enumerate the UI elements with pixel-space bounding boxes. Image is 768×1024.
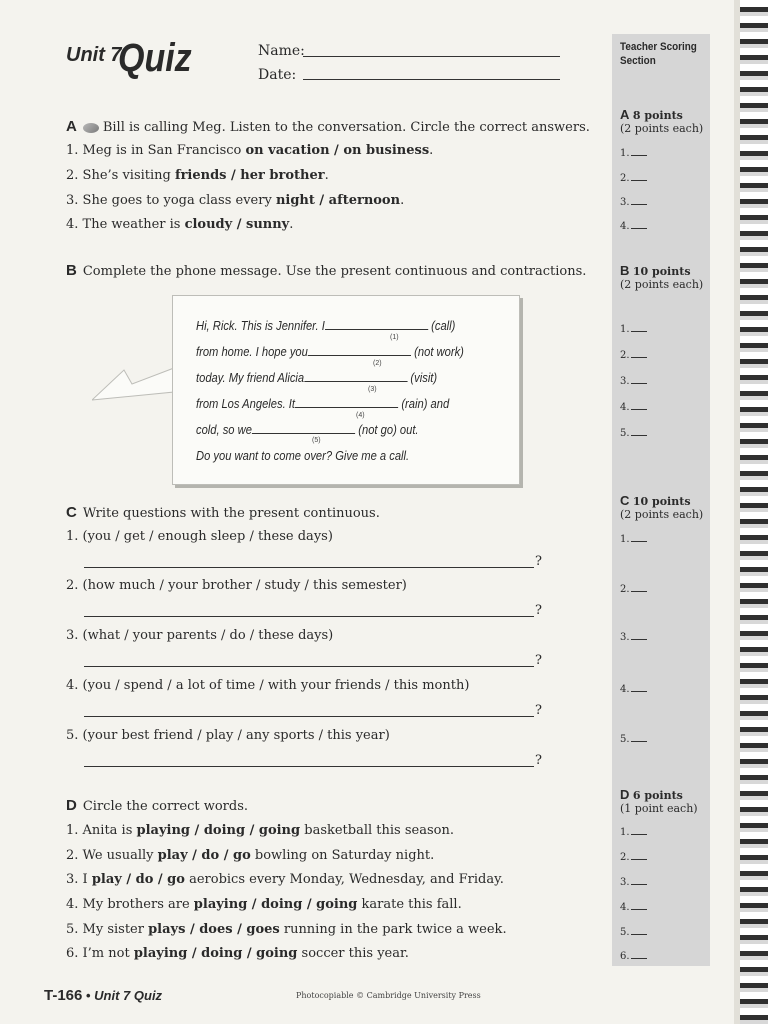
- c-answer-line-3[interactable]: [84, 666, 534, 667]
- score-a-1[interactable]: 1.: [620, 148, 647, 159]
- c-question-2: 2. (how much / your brother / study / this semester): [66, 578, 407, 593]
- a-question-3[interactable]: 3. She goes to yoga class every night / afternoon.: [66, 193, 405, 208]
- score-a-3[interactable]: 3.: [620, 197, 647, 208]
- footer-unit: Unit 7 Quiz: [94, 988, 163, 1003]
- score-b-3[interactable]: 3.: [620, 376, 647, 387]
- c-answer-line-2[interactable]: [84, 616, 534, 617]
- c-question-mark-4: ?: [535, 703, 542, 718]
- quiz-title: Quiz: [118, 36, 192, 80]
- a-question-1[interactable]: 1. Meg is in San Francisco on vacation / on business.: [66, 143, 434, 158]
- score-b-5[interactable]: 5.: [620, 428, 647, 439]
- a-question-4[interactable]: 4. The weather is cloudy / sunny.: [66, 217, 294, 232]
- score-a-4[interactable]: 4.: [620, 221, 647, 232]
- c-question-4: 4. (you / spend / a lot of time / with your friends / this month): [66, 678, 470, 693]
- c-answer-line-1[interactable]: [84, 567, 534, 568]
- scoring-b-header: B 10 points (2 points each): [620, 263, 704, 291]
- section-b-instruction: B Complete the phone message. Use the present continuous and contractions.: [66, 262, 587, 279]
- d-question-5[interactable]: 5. My sister plays / does / goes running in the park twice a week.: [66, 922, 507, 937]
- blank-number-1: (1): [390, 334, 399, 341]
- name-field[interactable]: [303, 56, 560, 57]
- message-line-2: from home. I hope you (not work): [196, 344, 464, 359]
- c-question-mark-5: ?: [535, 753, 542, 768]
- message-line-1: Hi, Rick. This is Jennifer. I (call): [196, 318, 456, 333]
- c-answer-line-5[interactable]: [84, 766, 534, 767]
- footer-bullet: •: [85, 988, 91, 1003]
- copyright-note: Photocopiable © Cambridge University Press: [296, 991, 481, 1000]
- blank-number-5: (5): [312, 437, 321, 444]
- score-b-4[interactable]: 4.: [620, 402, 647, 413]
- d-question-2[interactable]: 2. We usually play / do / go bowling on Saturday night.: [66, 848, 435, 863]
- message-line-4: from Los Angeles. It (rain) and: [196, 396, 450, 411]
- section-c-instruction: C Write questions with the present continuous.: [66, 504, 380, 521]
- c-question-1: 1. (you / get / enough sleep / these days): [66, 529, 333, 544]
- score-a-2[interactable]: 2.: [620, 173, 647, 184]
- c-question-mark-2: ?: [535, 603, 542, 618]
- scoring-a-header: A 8 points (2 points each): [620, 107, 704, 135]
- name-label: Name:: [258, 43, 305, 59]
- unit-label: Unit 7: [66, 44, 122, 66]
- score-c-4[interactable]: 4.: [620, 684, 647, 695]
- date-field[interactable]: [303, 79, 560, 80]
- blank-5[interactable]: [252, 423, 355, 434]
- page-footer: [44, 987, 162, 1004]
- audio-cd-icon: [83, 123, 99, 133]
- blank-number-2: (2): [373, 360, 382, 367]
- c-question-5: 5. (your best friend / play / any sports / this year): [66, 728, 390, 743]
- d-question-6[interactable]: 6. I’m not playing / doing / going soccer this year.: [66, 946, 409, 961]
- d-question-3[interactable]: 3. I play / do / go aerobics every Monday, Wednesday, and Friday.: [66, 872, 504, 887]
- blank-2[interactable]: [308, 345, 411, 356]
- blank-3[interactable]: [304, 371, 407, 382]
- c-question-3: 3. (what / your parents / do / these days): [66, 628, 334, 643]
- scoring-c-header: C 10 points (2 points each): [620, 493, 704, 521]
- c-answer-line-4[interactable]: [84, 716, 534, 717]
- score-c-2[interactable]: 2.: [620, 584, 647, 595]
- score-b-1[interactable]: 1.: [620, 324, 647, 335]
- score-d-6[interactable]: 6.: [620, 951, 647, 962]
- d-question-1[interactable]: 1. Anita is playing / doing / going basketball this season.: [66, 823, 454, 838]
- score-c-3[interactable]: 3.: [620, 632, 647, 643]
- c-question-mark-1: ?: [535, 554, 542, 569]
- score-c-5[interactable]: 5.: [620, 734, 647, 745]
- score-d-4[interactable]: 4.: [620, 902, 647, 913]
- d-question-4[interactable]: 4. My brothers are playing / doing / going karate this fall.: [66, 897, 462, 912]
- scoring-d-header: D 6 points (1 point each): [620, 787, 698, 815]
- message-line-3: today. My friend Alicia (visit): [196, 370, 438, 385]
- score-d-5[interactable]: 5.: [620, 927, 647, 938]
- spiral-binding: [740, 0, 768, 1024]
- a-question-2[interactable]: 2. She’s visiting friends / her brother.: [66, 168, 329, 183]
- score-d-2[interactable]: 2.: [620, 852, 647, 863]
- scoring-title: Teacher Scoring Section: [620, 41, 697, 67]
- score-d-3[interactable]: 3.: [620, 877, 647, 888]
- blank-4[interactable]: [295, 397, 398, 408]
- score-b-2[interactable]: 2.: [620, 350, 647, 361]
- score-d-1[interactable]: 1.: [620, 827, 647, 838]
- score-c-1[interactable]: 1.: [620, 534, 647, 545]
- message-line-5: cold, so we (not go) out.: [196, 422, 419, 437]
- page-number: T-166: [44, 987, 83, 1004]
- blank-number-3: (3): [368, 386, 377, 393]
- c-question-mark-3: ?: [535, 653, 542, 668]
- section-d-instruction: D Circle the correct words.: [66, 797, 249, 814]
- blank-number-4: (4): [356, 412, 365, 419]
- phone-message-tab: [92, 362, 182, 412]
- message-line-6: Do you want to come over? Give me a call.: [196, 448, 410, 463]
- date-label: Date:: [258, 67, 297, 83]
- blank-1[interactable]: [325, 319, 428, 330]
- section-a-instruction: A Bill is calling Meg. Listen to the conversation. Circle the correct answers.: [66, 118, 590, 135]
